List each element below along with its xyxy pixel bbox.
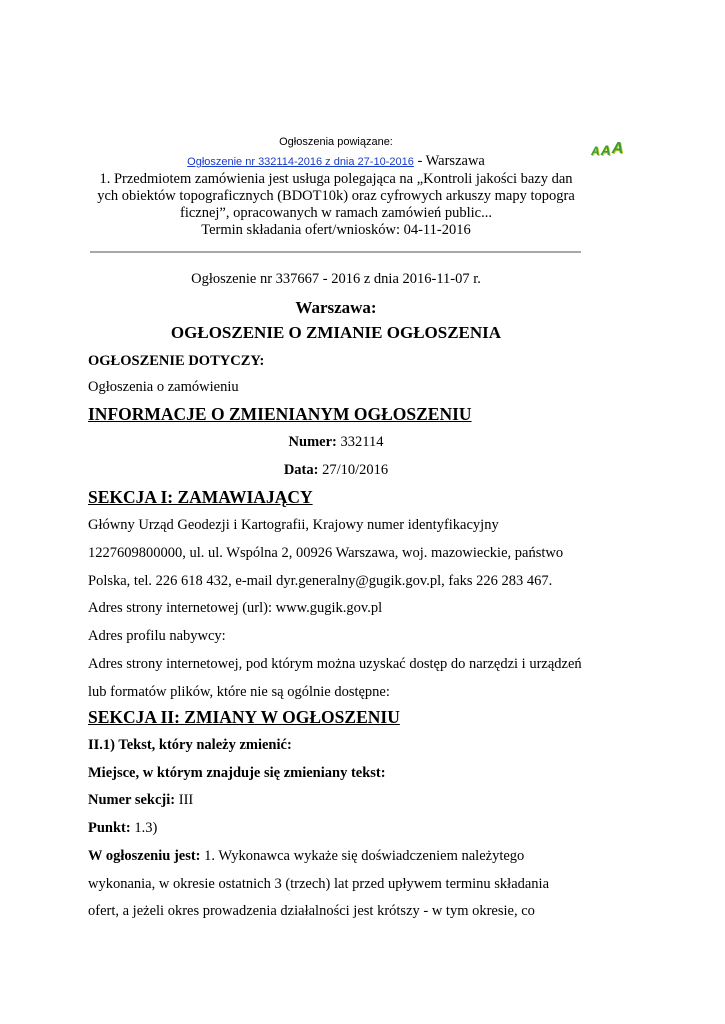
concerns-label: OGŁOSZENIE DOTYCZY: <box>88 353 265 369</box>
in-notice-text-line: ofert, a jeżeli okres prowadzenia działalności jest krótszy - w tym okresie, co <box>88 903 535 919</box>
horizontal-divider <box>90 251 581 253</box>
notice-city: Warszawa: <box>295 298 377 317</box>
tools-access-line: lub formatów plików, które nie są ogólnie dostępne: <box>88 684 390 700</box>
font-size-switcher <box>591 136 639 158</box>
related-notices <box>88 135 584 239</box>
tools-access-line: Adres strony internetowej, pod którym można uzyskać dostęp do narzędzi i urządzeń <box>88 656 582 672</box>
related-notice-location: - Warszawa <box>413 153 485 169</box>
related-notice-heading <box>88 153 584 171</box>
item-label: II.1) Tekst, który należy zmienić: <box>88 737 292 753</box>
related-notice-description-line: ych obiektów topograficznych (BDOT10k) oraz cyfrowych arkuszy mapy topogra <box>97 188 575 204</box>
changed-notice-date: Data: 27/10/2016 <box>283 462 389 478</box>
related-notice-description-line: 1. Przedmiotem zamówienia jest usługa polegająca na „Kontroli jakości bazy dan <box>99 171 573 187</box>
contracting-authority-line: 1227609800000, ul. ul. Wspólna 2, 00926 Warszawa, woj. mazowieckie, państwo <box>88 545 564 561</box>
font-size-medium-icon[interactable]: A <box>600 142 611 158</box>
related-notices-title: Ogłoszenia powiązane: <box>279 136 393 148</box>
website-url: Adres strony internetowej (url): www.gugik.gov.pl <box>88 600 383 616</box>
notice-number: Ogłoszenie nr 337667 - 2016 z dnia 2016-11-07 r. <box>191 271 481 287</box>
changed-notice-number: Numer: 332114 <box>288 434 384 450</box>
concerns-value: Ogłoszenia o zamówieniu <box>88 379 239 395</box>
place-label: Miejsce, w którym znajduje się zmieniany tekst: <box>88 765 386 781</box>
section-number: Numer sekcji: III <box>88 792 194 808</box>
related-notice-link[interactable]: Ogłoszenie nr 332114-2016 z dnia 27-10-2016 <box>187 156 414 168</box>
section-1-heading: SEKCJA I: ZAMAWIAJĄCY <box>88 487 313 507</box>
in-notice-text: W ogłoszeniu jest: 1. Wykonawca wykaże się doświadczeniem należytego <box>88 848 525 864</box>
in-notice-text-line: wykonania, w okresie ostatnich 3 (trzech) lat przed upływem terminu składania <box>88 876 550 892</box>
buyer-profile: Adres profilu nabywcy: <box>88 628 226 644</box>
page-title: OGŁOSZENIE O ZMIANIE OGŁOSZENIA <box>170 323 502 342</box>
related-notice-deadline: Termin składania ofert/wniosków: 04-11-2016 <box>201 222 471 238</box>
point-number: Punkt: 1.3) <box>88 820 158 836</box>
font-size-large-icon[interactable]: A <box>611 140 624 157</box>
related-notice-description-line: ficznej”, opracowanych w ramach zamówień public... <box>179 205 492 221</box>
contracting-authority-line: Polska, tel. 226 618 432, e-mail dyr.generalny@gugik.gov.pl, faks 226 283 467. <box>88 573 553 589</box>
font-size-small-icon[interactable]: A <box>591 144 600 158</box>
changed-notice-heading: INFORMACJE O ZMIENIANYM OGŁOSZENIU <box>88 404 472 424</box>
section-2-heading: SEKCJA II: ZMIANY W OGŁOSZENIU <box>88 707 400 727</box>
contracting-authority-line: Główny Urząd Geodezji i Kartografii, Krajowy numer identyfikacyjny <box>88 517 499 533</box>
